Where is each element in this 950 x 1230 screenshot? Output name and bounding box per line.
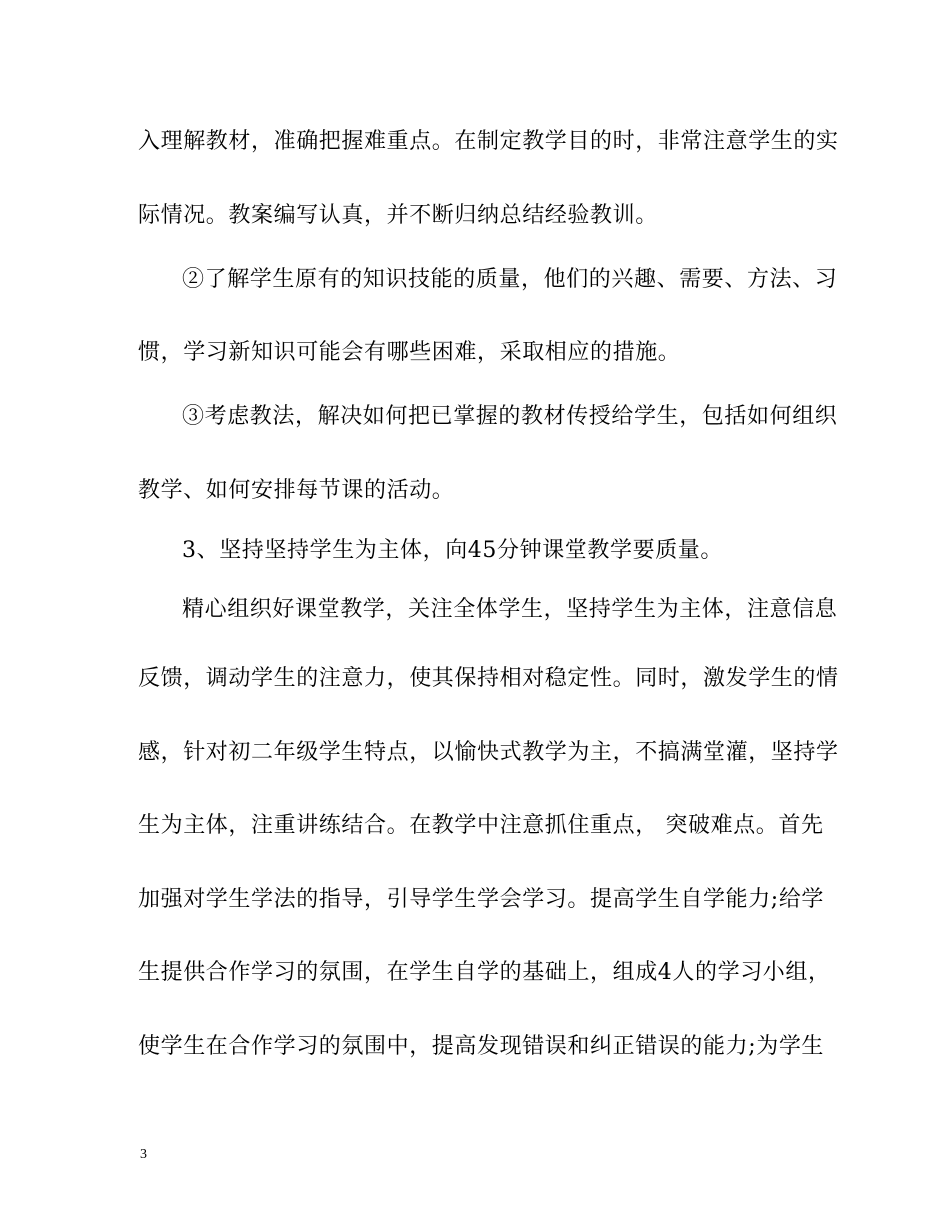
text-line-5: ③考虑教法，解决如何把已掌握的教材传授给学生，包括如何组织 (182, 404, 838, 429)
text-line-10: 感，针对初二年级学生特点，以愉快式教学为主，不搞满堂灌，坚持学 (138, 740, 839, 765)
text-line-9: 反馈，调动学生的注意力，使其保持相对稳定性。同时，激发学生的情 (138, 666, 839, 691)
page-number: 3 (140, 1147, 147, 1162)
text-line-14: 使学生在合作学习的氛围中，提高发现错误和纠正错误的能力;为学生 (138, 1034, 825, 1059)
text-line-6: 教学、如何安排每节课的活动。 (138, 478, 455, 503)
text-line-4: 惯，学习新知识可能会有哪些困难，采取相应的措施。 (138, 340, 681, 365)
text-line-2: 际情况。教案编写认真，并不断归纳总结经验教训。 (138, 203, 658, 228)
text-line-7: 3、坚持坚持学生为主体，向45分钟课堂教学要质量。 (182, 538, 723, 563)
text-line-12: 加强对学生学法的指导，引导学生学会学习。提高学生自学能力;给学 (138, 887, 825, 912)
text-line-13: 生提供合作学习的氛围，在学生自学的基础上，组成4人的学习小组， (138, 960, 831, 985)
text-line-11: 生为主体，注重讲练结合。在教学中注意抓住重点， 突破难点。首先 (138, 813, 824, 838)
text-line-3: ②了解学生原有的知识技能的质量，他们的兴趣、需要、方法、习 (182, 267, 838, 292)
text-line-8: 精心组织好课堂教学，关注全体学生，坚持学生为主体，注意信息 (182, 597, 838, 622)
text-line-1: 入理解教材，准确把握难重点。在制定教学目的时，非常注意学生的实 (138, 129, 839, 154)
